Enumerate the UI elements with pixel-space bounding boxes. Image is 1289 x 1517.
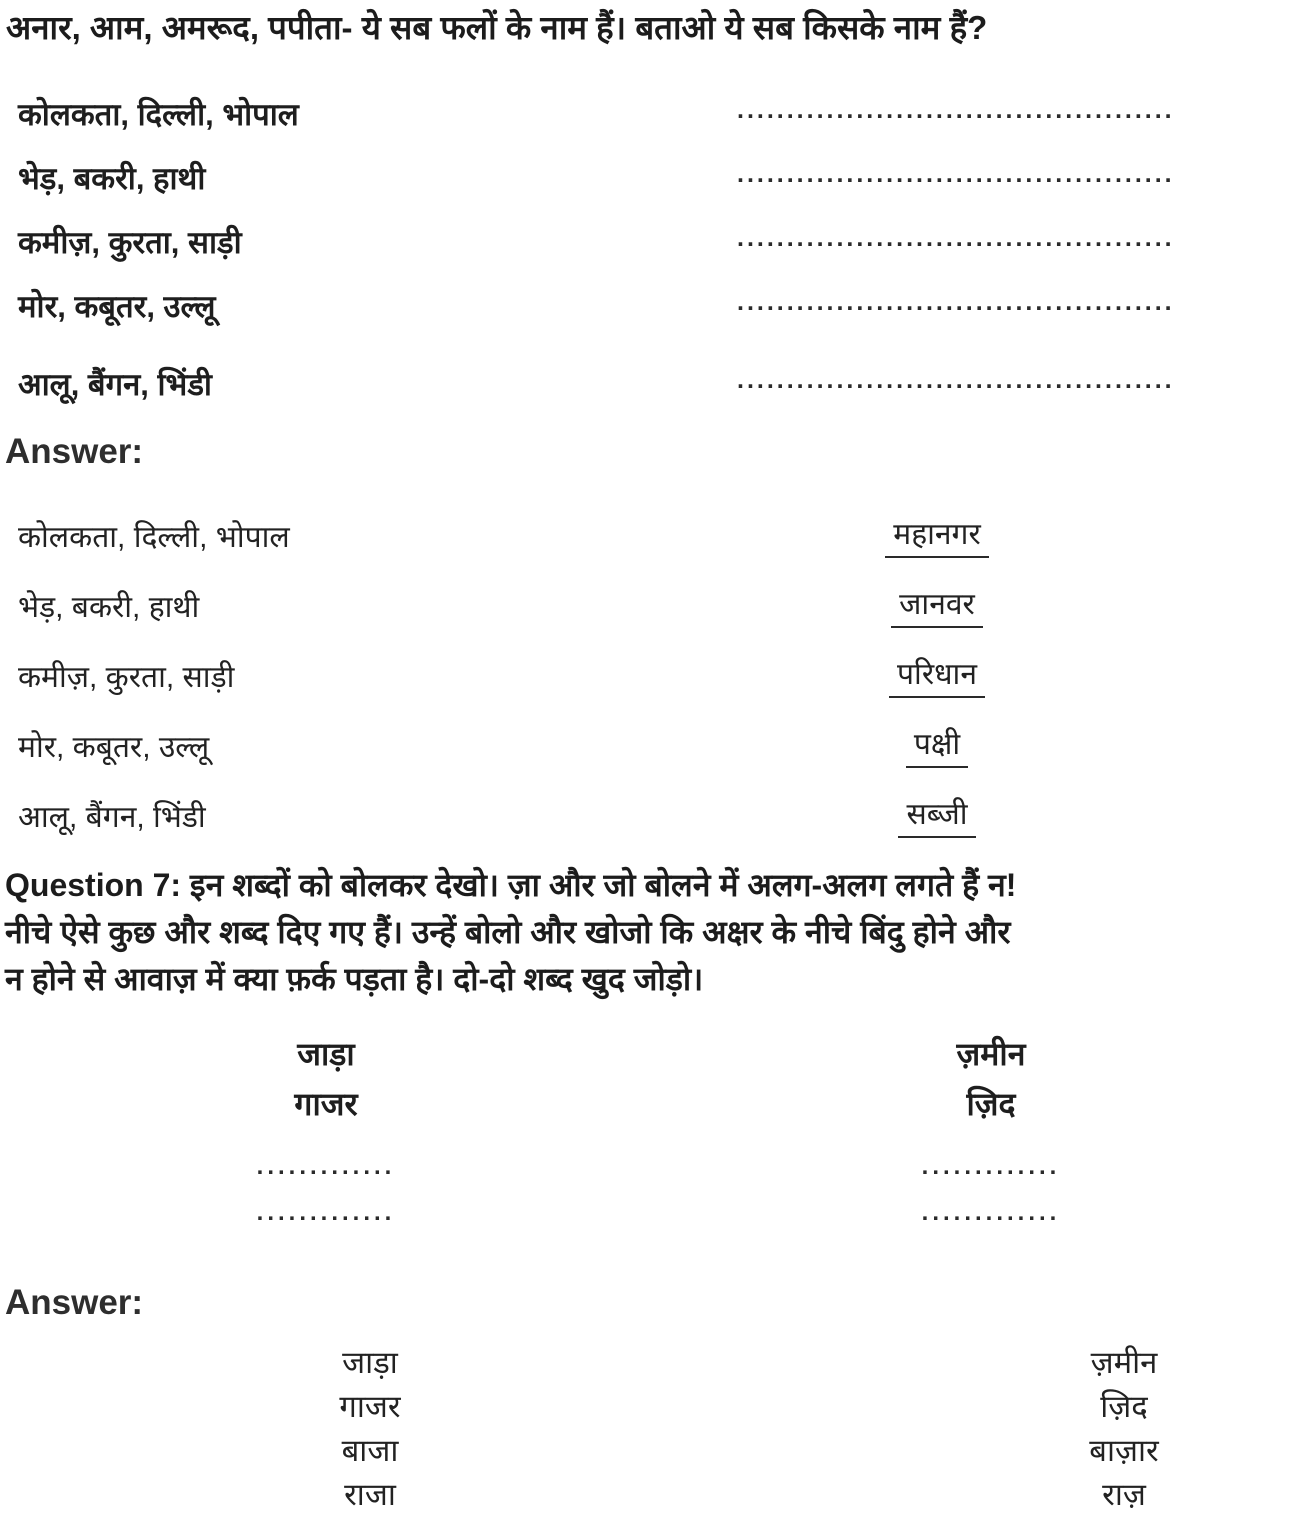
dotted-blank: ............................................ [737, 223, 1175, 252]
answer-category-box [817, 512, 1057, 558]
intro-question: अनार, आम, अमरूद, पपीता- ये सब फलों के नाम हैं। बताओ ये सब किसके नाम हैं? [6, 9, 988, 46]
answer-word: गाजर [339, 1389, 401, 1424]
word: जाड़ा [297, 1036, 355, 1072]
exercise-items: भेड़, बकरी, हाथी [18, 161, 206, 196]
answer-heading: Answer: [5, 432, 144, 471]
word: ज़मीन [956, 1036, 1026, 1072]
exercise-list [0, 82, 1289, 416]
exercise-items: मोर, कबूतर, उल्लू [18, 289, 216, 324]
answer-category-box [817, 652, 1057, 698]
answer-items: आलू, बैंगन, भिंडी [18, 800, 206, 834]
exercise-row [0, 210, 1289, 274]
answer-category: जानवर [891, 582, 983, 628]
answer-category-box [817, 582, 1057, 628]
answer-category: पक्षी [906, 722, 968, 768]
dotted-blank: ............................................ [737, 287, 1175, 316]
question7-line: Question 7: इन शब्दों को बोलकर देखो। ज़ा और जो बोलने में अलग-अलग लगते हैं न! [5, 867, 1017, 903]
answer-word: बाजा [341, 1433, 399, 1468]
answer-word: ज़मीन [1090, 1345, 1158, 1380]
answer-word: राज़ [1102, 1477, 1146, 1512]
answer-row [0, 652, 1289, 698]
answer-category-box [817, 792, 1057, 838]
answer-row [0, 512, 1289, 558]
answer-word: राजा [344, 1477, 396, 1512]
exercise-items: कमीज़, कुरता, साड़ी [18, 225, 242, 260]
answer-word-column-left [220, 1341, 520, 1517]
dotted-blank: ............................................ [737, 95, 1175, 124]
answer-heading-2: Answer: [5, 1283, 144, 1322]
dotted-blank: ............. [921, 1199, 1061, 1226]
word-exercise-columns [0, 1029, 1289, 1227]
answer-row [0, 722, 1289, 768]
answer-category-box [817, 722, 1057, 768]
dotted-blank: ............. [921, 1153, 1061, 1180]
exercise-items: कोलकता, दिल्ली, भोपाल [18, 97, 299, 132]
answer-row [0, 582, 1289, 628]
exercise-row [0, 352, 1289, 416]
dotted-blank: ............................................ [737, 159, 1175, 188]
exercise-row [0, 274, 1289, 338]
word: ज़िद [966, 1086, 1016, 1122]
answer-items: कोलकता, दिल्ली, भोपाल [18, 520, 290, 554]
dotted-blank: ............. [256, 1153, 396, 1180]
answer-row [0, 792, 1289, 838]
answer-items: भेड़, बकरी, हाथी [18, 590, 200, 624]
answer-items: मोर, कबूतर, उल्लू [18, 730, 210, 764]
question7-line: नीचे ऐसे कुछ और शब्द दिए गए हैं। उन्हें बोलो और खोजो कि अक्षर के नीचे बिंदु होने और [5, 914, 1011, 950]
word-column-right [841, 1029, 1141, 1227]
answer-word-columns [0, 1341, 1289, 1517]
word-column-left [176, 1029, 476, 1227]
answer-word: जाड़ा [342, 1345, 398, 1380]
answer-word-column-right [974, 1341, 1274, 1517]
answer-word: बाज़ार [1089, 1433, 1159, 1468]
word: गाजर [294, 1086, 358, 1122]
dotted-blank: ............. [256, 1199, 396, 1226]
exercise-row [0, 146, 1289, 210]
answer-category: सब्जी [898, 792, 975, 838]
exercise-items: आलू, बैंगन, भिंडी [18, 367, 212, 402]
answer-word: ज़िद [1100, 1389, 1148, 1424]
answer-items: कमीज़, कुरता, साड़ी [18, 660, 235, 694]
answer-category: महानगर [885, 512, 988, 558]
exercise-row [0, 82, 1289, 146]
answer-category: परिधान [889, 652, 985, 698]
dotted-blank: ............................................ [737, 365, 1175, 394]
question7-paragraph [0, 862, 1289, 1003]
question7-line: न होने से आवाज़ में क्या फ़र्क पड़ता है। दो-दो शब्द खुद जोड़ो। [5, 961, 704, 997]
answer-list [0, 512, 1289, 838]
